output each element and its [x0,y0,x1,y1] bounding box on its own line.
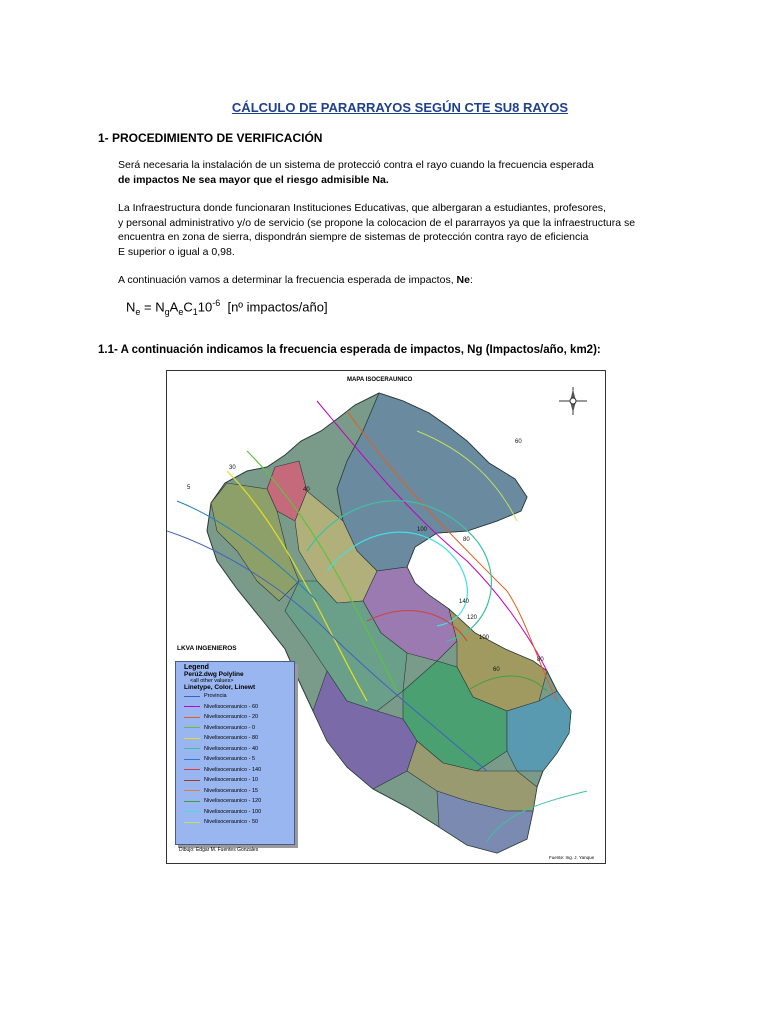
contour-label: 30 [229,465,236,471]
legend-swatch [184,717,200,718]
map-credit: Dibujo: Edgar M. Fuentes Gonzales [179,847,259,853]
contour-label: 80 [463,537,470,543]
contour-label: 120 [467,615,478,621]
legend-layer: Perú2.dwg Polyline [184,671,244,678]
legend-item-label: Nivelisoceraunico - 5 [204,756,256,763]
legend-item [184,702,294,713]
legend-swatch [184,696,200,697]
legend-swatch [184,727,200,728]
legend-item-label: Nivelisoceraunico - 100 [204,808,262,815]
paragraph-requirement [118,158,678,187]
legend-swatch [184,759,200,760]
paragraph-infrastructure [118,201,678,259]
legend-swatch [184,706,200,707]
legend-item [184,733,294,744]
formula-ne: $N_e = N_gA_eC_110^{-6}$ [nº impactos/año] [126,298,328,317]
isoceraunic-map [166,370,606,864]
legend-other-values: <all other values> [190,678,234,684]
legend-item-label: Nivelisoceraunico - 120 [204,798,262,805]
formula-unit: [nº impactos/año] [227,299,328,315]
contour-label: 100 [417,527,428,533]
map-legend [175,661,295,845]
legend-item [184,765,294,776]
legend-item-label: Nivelisoceraunico - 80 [204,735,259,742]
legend-swatch [184,738,200,739]
contour-label: 60 [493,667,500,673]
legend-item [184,712,294,723]
map-title: MAPA ISOCERAUNICO [347,377,413,383]
paragraph-intro-formula: A continuación vamos a determinar la frecuencia esperada de impactos, Ne: [118,274,473,286]
legend-item-label: Nivelisoceraunico - 0 [204,724,256,731]
legend-items [176,691,294,828]
legend-swatch [184,769,200,770]
contour-label: 100 [479,635,490,641]
legend-item-label: Nivelisoceraunico - 10 [204,777,259,784]
legend-item-label: Nivelisoceraunico - 15 [204,787,259,794]
contour-label: 140 [459,599,470,605]
legend-subtitle: Linetype, Color, Linewt [184,684,256,691]
map-company-label: LKVA INGENIEROS [177,645,237,652]
paragraph-line: y personal administrativo y/o de servicio (se propone la colocacion de el pararrayos ya que la infraestructura se [118,216,636,229]
paragraph-line: encuentra en zona de sierra, dispondrán siempre de sistemas de protección contra rayo de eficiencia [118,231,589,243]
legend-swatch [184,801,200,802]
legend-item [184,786,294,797]
contour-label: 80 [537,657,544,663]
legend-item-label: Nivelisoceraunico - 60 [204,703,259,710]
legend-item-label: Nivelisoceraunico - 20 [204,714,259,721]
legend-swatch [184,811,200,812]
page-title: CÁLCULO DE PARARRAYOS SEGÚN CTE SU8 RAYOS [231,100,569,115]
legend-item-label: Provincia [204,693,227,700]
legend-swatch [184,822,200,823]
legend-item [184,796,294,807]
legend-item [184,691,294,702]
legend-swatch [184,780,200,781]
legend-item [184,807,294,818]
paragraph-line: La Infraestructura donde funcionaran Instituciones Educativas, que albergaran a estudiantes, profesores, [118,202,606,214]
legend-item [184,775,294,786]
legend-item [184,723,294,734]
contour-label: 60 [515,439,522,445]
contour-label: 5 [187,485,191,491]
paragraph-line: E superior o igual a 0,98. [118,245,235,258]
legend-item [184,754,294,765]
map-source: Fuente: Ing. J. Yanque [549,855,595,860]
legend-item-label: Nivelisoceraunico - 50 [204,819,259,826]
legend-swatch [184,748,200,749]
legend-item-label: Nivelisoceraunico - 140 [204,766,262,773]
paragraph-line-bold: de impactos Ne sea mayor que el riesgo admisible Na. [118,173,389,186]
paragraph-line: Será necesaria la instalación de un sistema de protecció contra el rayo cuando la frecuencia esperada [118,159,594,171]
legend-item-label: Nivelisoceraunico - 40 [204,745,259,752]
contour-label: 40 [303,487,310,493]
section-heading-procedure: 1- PROCEDIMIENTO DE VERIFICACIÓN [98,131,323,145]
legend-item [184,817,294,828]
legend-swatch [184,790,200,791]
section-heading-ng: 1.1- A continuación indicamos la frecuencia esperada de impactos, Ng (Impactos/año, km2): [98,344,601,356]
legend-item [184,744,294,755]
legend-title: Legend [184,664,209,671]
